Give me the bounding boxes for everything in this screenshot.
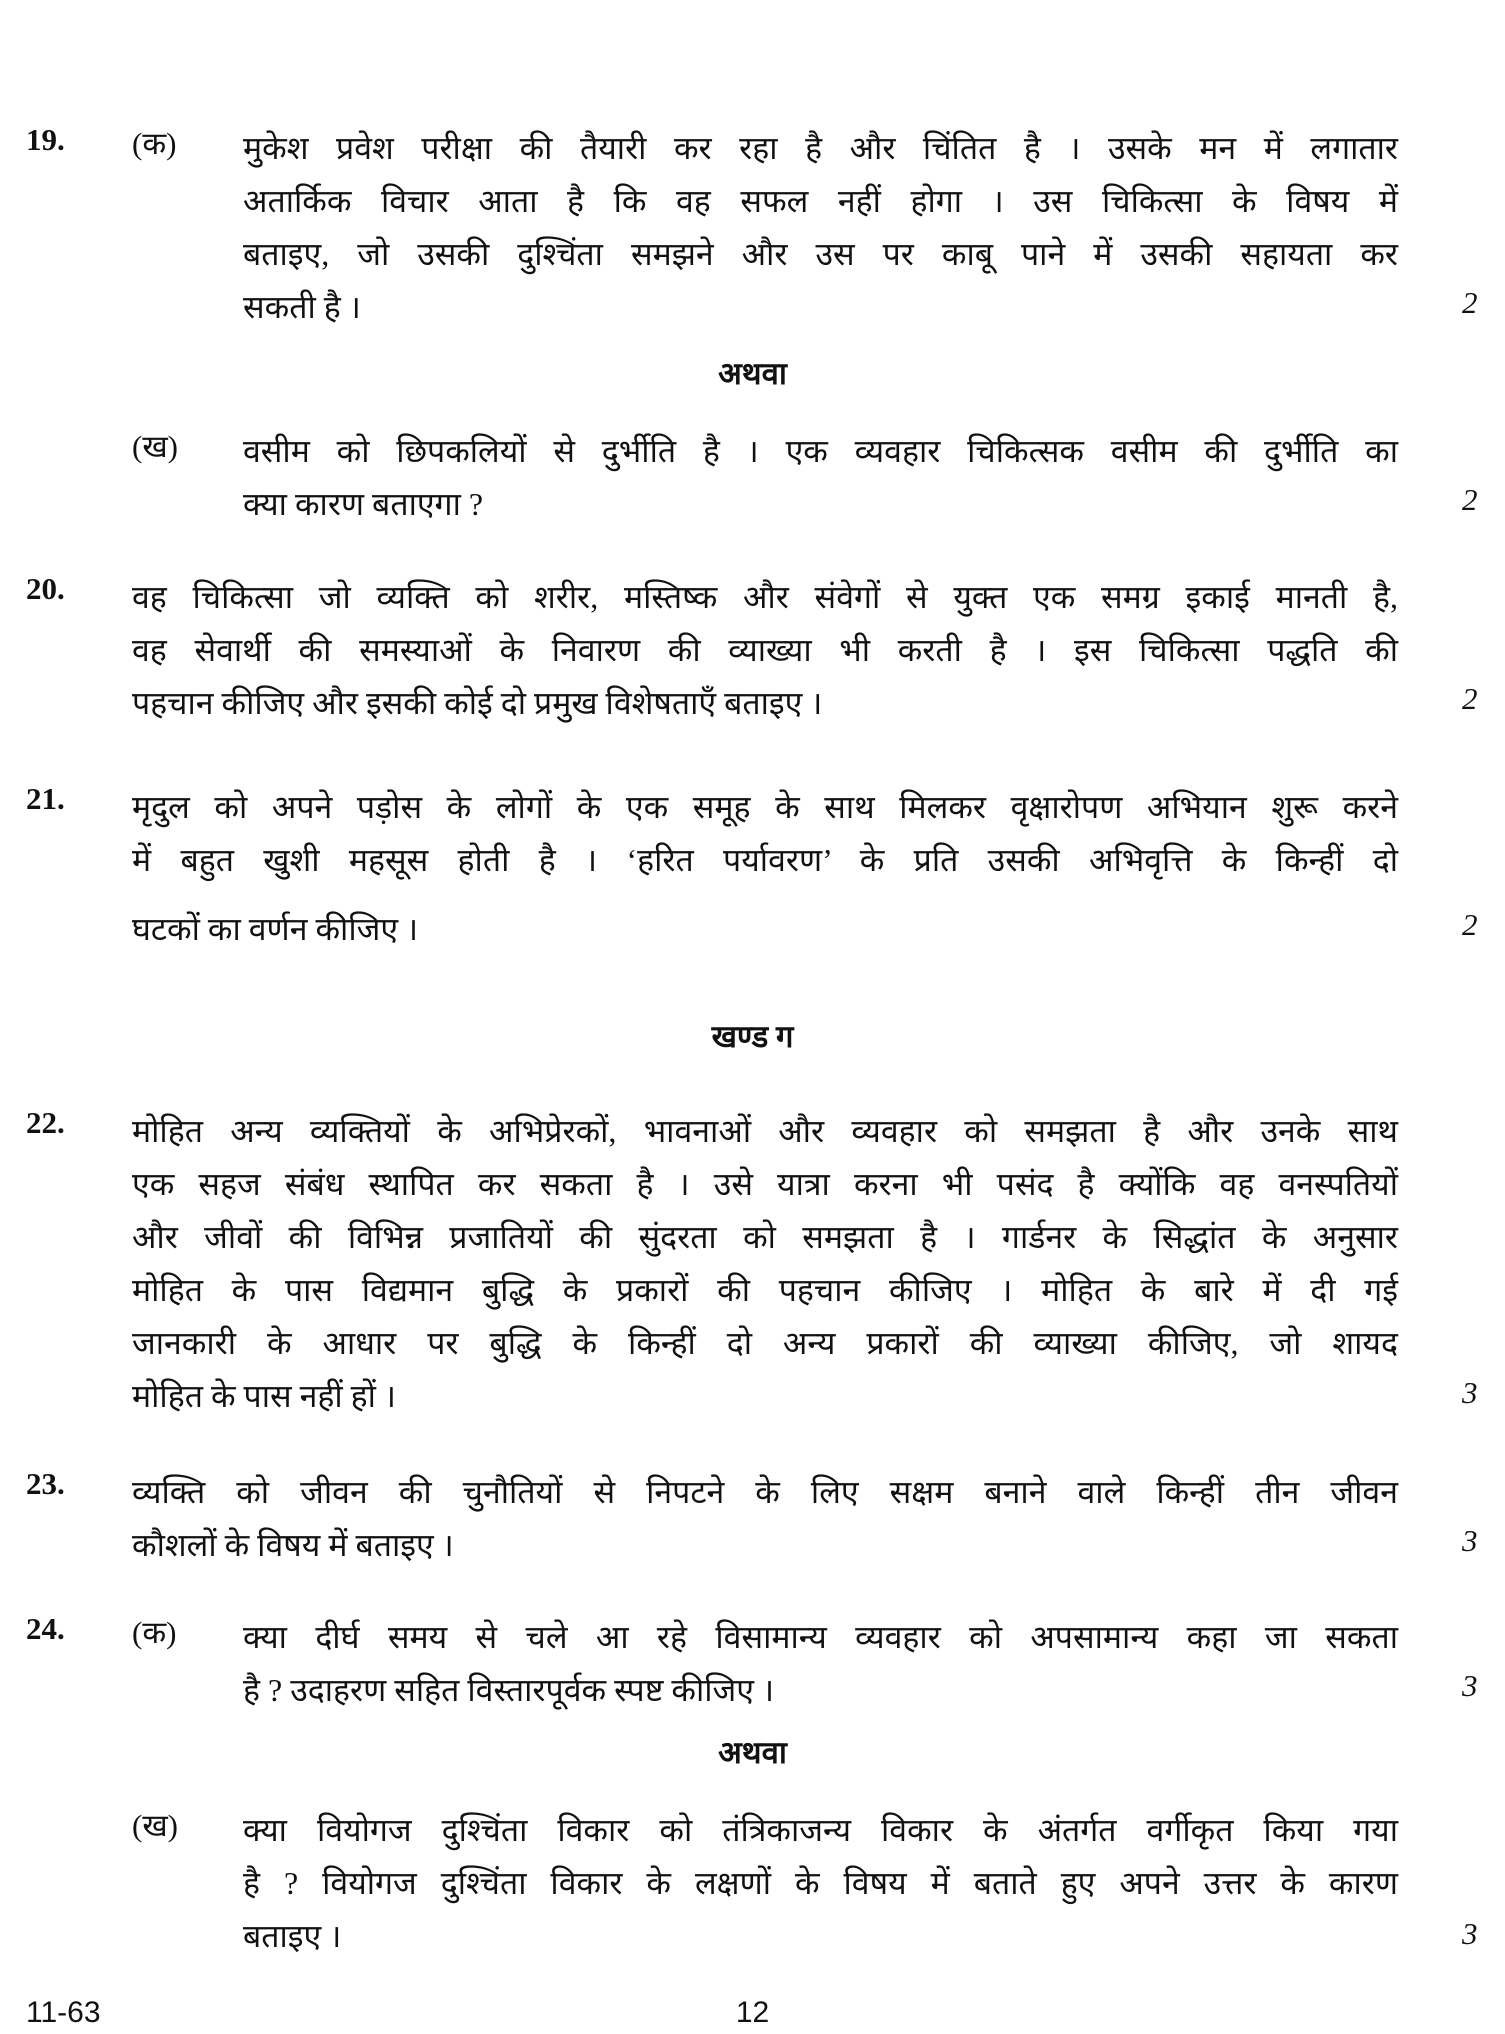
text-line: क्या कारण बताएगा ? <box>243 486 484 522</box>
text-line: सकती है । <box>243 289 361 325</box>
question-text <box>132 781 1398 956</box>
text-line: मोहित अन्य व्यक्तियों के अभिप्रेरकों, भावनाओं और व्यवहार को समझता है और उनके साथ <box>132 1113 1398 1149</box>
question-number: 24. <box>26 1611 65 1646</box>
page-number: 12 <box>735 1996 770 2029</box>
paper-code: 11-63 <box>26 1996 101 2029</box>
text-line: मोहित के पास नहीं हों । <box>132 1378 397 1414</box>
marks: 3 <box>1462 1523 1478 1558</box>
marks: 3 <box>1462 1916 1478 1951</box>
text-line: है ? वियोगज दुश्चिंता विकार के लक्षणों के विषय में बताते हुए अपने उत्तर के कारण <box>243 1865 1398 1901</box>
question-text <box>243 1611 1398 1717</box>
or-divider: अथवा <box>718 1735 787 1770</box>
question-number: 20. <box>26 571 65 606</box>
question-number: 23. <box>26 1466 65 1501</box>
marks: 2 <box>1462 482 1478 517</box>
question-text <box>243 122 1398 334</box>
text-line: पहचान कीजिए और इसकी कोई दो प्रमुख विशेषताएँ बताइए । <box>132 685 823 721</box>
question-text <box>132 1466 1398 1572</box>
question-text <box>243 425 1398 531</box>
text-line: क्या दीर्घ समय से चले आ रहे विसामान्य व्यवहार को अपसामान्य कहा जा सकता <box>243 1619 1398 1655</box>
marks: 3 <box>1462 1375 1478 1410</box>
text-line: क्या वियोगज दुश्चिंता विकार को तंत्रिकाजन्य विकार के अंतर्गत वर्गीकृत किया गया <box>243 1812 1398 1848</box>
text-line: व्यक्ति को जीवन की चुनौतियों से निपटने के लिए सक्षम बनाने वाले किन्हीं तीन जीवन <box>132 1474 1398 1510</box>
text-line: जानकारी के आधार पर बुद्धि के किन्हीं दो अन्य प्रकारों की व्याख्या कीजिए, जो शायद <box>132 1325 1398 1361</box>
part-label: (क) <box>132 1615 177 1650</box>
text-line: अतार्किक विचार आता है कि वह सफल नहीं होगा । उस चिकित्सा के विषय में <box>243 183 1398 219</box>
text-line: वह चिकित्सा जो व्यक्ति को शरीर, मस्तिष्क और संवेगों से युक्त एक समग्र इकाई मानती है, <box>132 579 1398 615</box>
text-line: मोहित के पास विद्यमान बुद्धि के प्रकारों की पहचान कीजिए । मोहित के बारे में दी गई <box>132 1272 1398 1308</box>
text-line: बताइए, जो उसकी दुश्चिंता समझने और उस पर काबू पाने में उसकी सहायता कर <box>243 236 1398 272</box>
text-line: बताइए । <box>243 1918 342 1954</box>
marks: 2 <box>1462 907 1478 942</box>
part-label: (क) <box>132 126 177 161</box>
part-label: (ख) <box>132 429 179 464</box>
question-text <box>132 1105 1398 1423</box>
question-number: 22. <box>26 1105 65 1140</box>
question-number: 21. <box>26 781 65 816</box>
question-text <box>132 571 1398 730</box>
marks: 2 <box>1462 285 1478 320</box>
text-line: मुकेश प्रवेश परीक्षा की तैयारी कर रहा है और चिंतित है । उसके मन में लगातार <box>243 130 1398 166</box>
section-heading: खण्ड ग <box>711 1019 794 1054</box>
part-label: (ख) <box>132 1808 179 1843</box>
or-divider: अथवा <box>718 356 787 391</box>
marks: 2 <box>1462 681 1478 716</box>
text-line: है ? उदाहरण सहित विस्तारपूर्वक स्पष्ट कीजिए । <box>243 1672 775 1708</box>
text-line: वह सेवार्थी की समस्याओं के निवारण की व्याख्या भी करती है । इस चिकित्सा पद्धति की <box>132 632 1398 668</box>
text-line: मृदुल को अपने पड़ोस के लोगों के एक समूह के साथ मिलकर वृक्षारोपण अभियान शुरू करने <box>132 789 1398 825</box>
text-line: कौशलों के विषय में बताइए । <box>132 1527 454 1563</box>
marks: 3 <box>1462 1668 1478 1703</box>
text-line: एक सहज संबंध स्थापित कर सकता है । उसे यात्रा करना भी पसंद है क्योंकि वह वनस्पतियों <box>132 1166 1398 1202</box>
question-text <box>243 1804 1398 1963</box>
question-number: 19. <box>26 122 65 157</box>
text-line: वसीम को छिपकलियों से दुर्भीति है । एक व्यवहार चिकित्सक वसीम की दुर्भीति का <box>243 433 1398 469</box>
text-line: घटकों का वर्णन कीजिए । <box>132 911 419 947</box>
text-line: और जीवों की विभिन्न प्रजातियों की सुंदरता को समझता है । गार्डनर के सिद्धांत के अनुसार <box>132 1219 1398 1255</box>
text-line: में बहुत खुशी महसूस होती है । ‘हरित पर्यावरण’ के प्रति उसकी अभिवृत्ति के किन्हीं दो <box>132 842 1398 878</box>
